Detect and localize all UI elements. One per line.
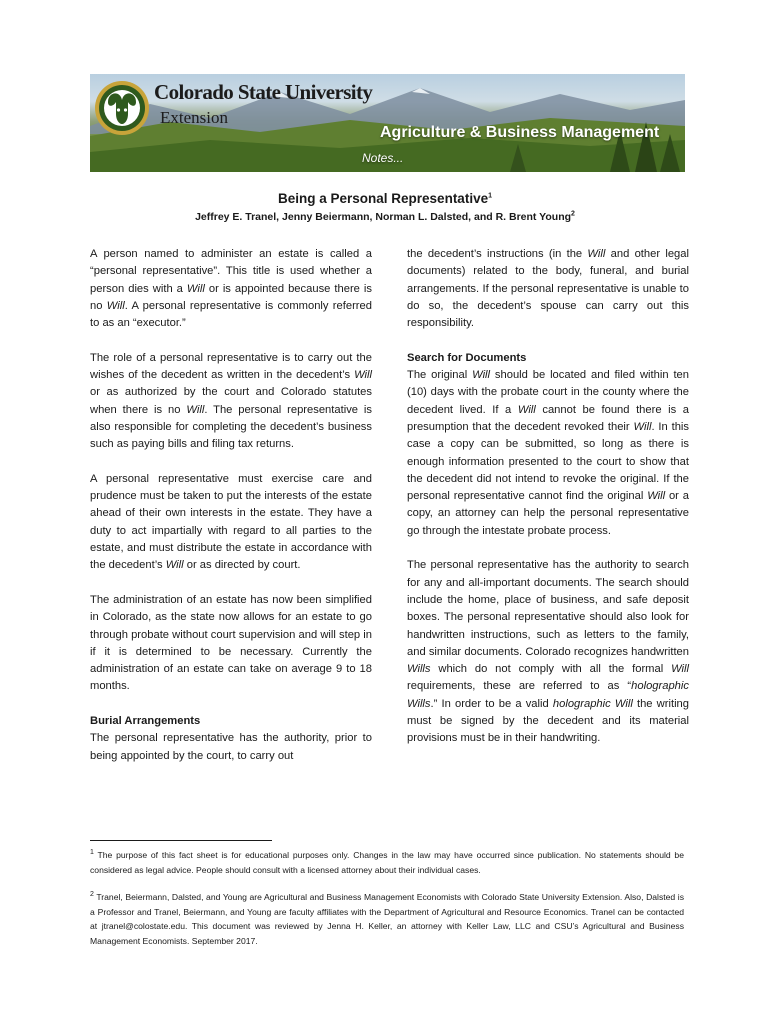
authors-footnote-mark: 2: [571, 210, 575, 218]
paragraph: A person named to administer an estate is called a “personal representative”. This title is used whether a person dies with a Will or is appointed because there is no Will. A personal representative is commonly referred to as an “executor.”: [90, 248, 372, 330]
authors-text: Jeffrey E. Tranel, Jenny Beiermann, Norman L. Dalsted, and R. Brent Young: [195, 211, 572, 223]
title-text: Being a Personal Representative: [278, 191, 489, 206]
footnotes: [90, 848, 684, 962]
program-name: Agriculture & Business Management: [380, 124, 660, 141]
series-label: Notes...: [362, 151, 404, 165]
paragraph: The role of a personal representative is to carry out the wishes of the decedent as written in the decedent’s Will or as authorized by the court and Colorado statutes when there is no Will. The personal representative is also responsible for completing the decedent’s business such as paying bills and filing tax returns.: [90, 351, 372, 451]
footnote-divider: [90, 840, 272, 841]
paragraph: The original Will should be located and filed within ten (10) days with the probate court in the county where the decedent lived. If a Will cannot be found there is a presumption that the decedent revoked their Will. In this case a copy can be submitted, so long as there is enough information presented to the court to show that the decedent did not intend to revoke the original. If the personal representative cannot find the original Will or a copy, an attorney can help the personal representative go through the intestate probate process.: [407, 369, 689, 537]
right-column: [407, 246, 689, 765]
section-heading-search: Search for Documents: [407, 351, 527, 364]
paragraph: A personal representative must exercise care and prudence must be taken to put the interests of the estate ahead of their own interests in the estate. They have a duty to act impartially with regard to all parties to the estate, and must distribute the estate in accordance with the decedent’s Will or as directed by court.: [90, 472, 372, 572]
section-heading-burial: Burial Arrangements: [90, 715, 201, 728]
paragraph: The personal representative has the authority, prior to being appointed by the court, to carry out: [90, 732, 372, 762]
university-name: Colorado State University: [154, 80, 373, 104]
extension-label: Extension: [160, 108, 228, 127]
authors-line: [0, 211, 770, 223]
title-footnote-mark: 1: [488, 192, 492, 200]
footnote: [90, 848, 684, 877]
footnote: [90, 890, 684, 948]
footnote-mark: 1: [90, 849, 94, 857]
left-column: [90, 246, 372, 782]
paragraph: The personal representative has the authority to search for any and all-important documents. The search should include the home, place of business, and safe deposit boxes. The personal representative should also look for handwritten instructions, such as letters to the family, and similar documents. Colorado recognizes handwritten Wills which do not comply with all the formal Will requirements, these are referred to as “holographic Wills.” In order to be a valid holographic Will the writing must be signed by the decedent and its material provisions must be in their handwriting.: [407, 559, 689, 745]
footnote-text: The purpose of this fact sheet is for educational purposes only. Changes in the law may have occurred since publication. No statements should be considered as legal advice. People should consult with a licensed attorney about their individual cases.: [90, 850, 684, 875]
header-banner: [90, 74, 685, 172]
footnote-text: Tranel, Beiermann, Dalsted, and Young are Agricultural and Business Management Economists with Colorado State University Extension. Also, Dalsted is a Professor and Tranel, Beiermann, and Young are faculty affiliates with the Department of Agricultural and Resource Economics. Tranel can be contacted at jtranel@colostate.edu. This document was reviewed by Jenna H. Keller, an attorney with Keller Law, LLC and CSU’s Agricultural and Business Management Economists. September 2017.: [90, 892, 685, 946]
document-title: [0, 191, 770, 206]
footnote-mark: 2: [90, 891, 94, 899]
paragraph: The administration of an estate has now been simplified in Colorado, as the state now allows for an estate to go through probate without court supervision and will step in if it is determined to be necessary. Currently the administration of an estate can take on average 9 to 18 months.: [90, 593, 372, 693]
csu-ram-logo-icon: [94, 80, 150, 136]
paragraph: the decedent’s instructions (in the Will and other legal documents) related to the body, funeral, and burial arrangements. If the personal representative is unable to do so, the decedent’s spouse can carry out this responsibility.: [407, 248, 689, 330]
